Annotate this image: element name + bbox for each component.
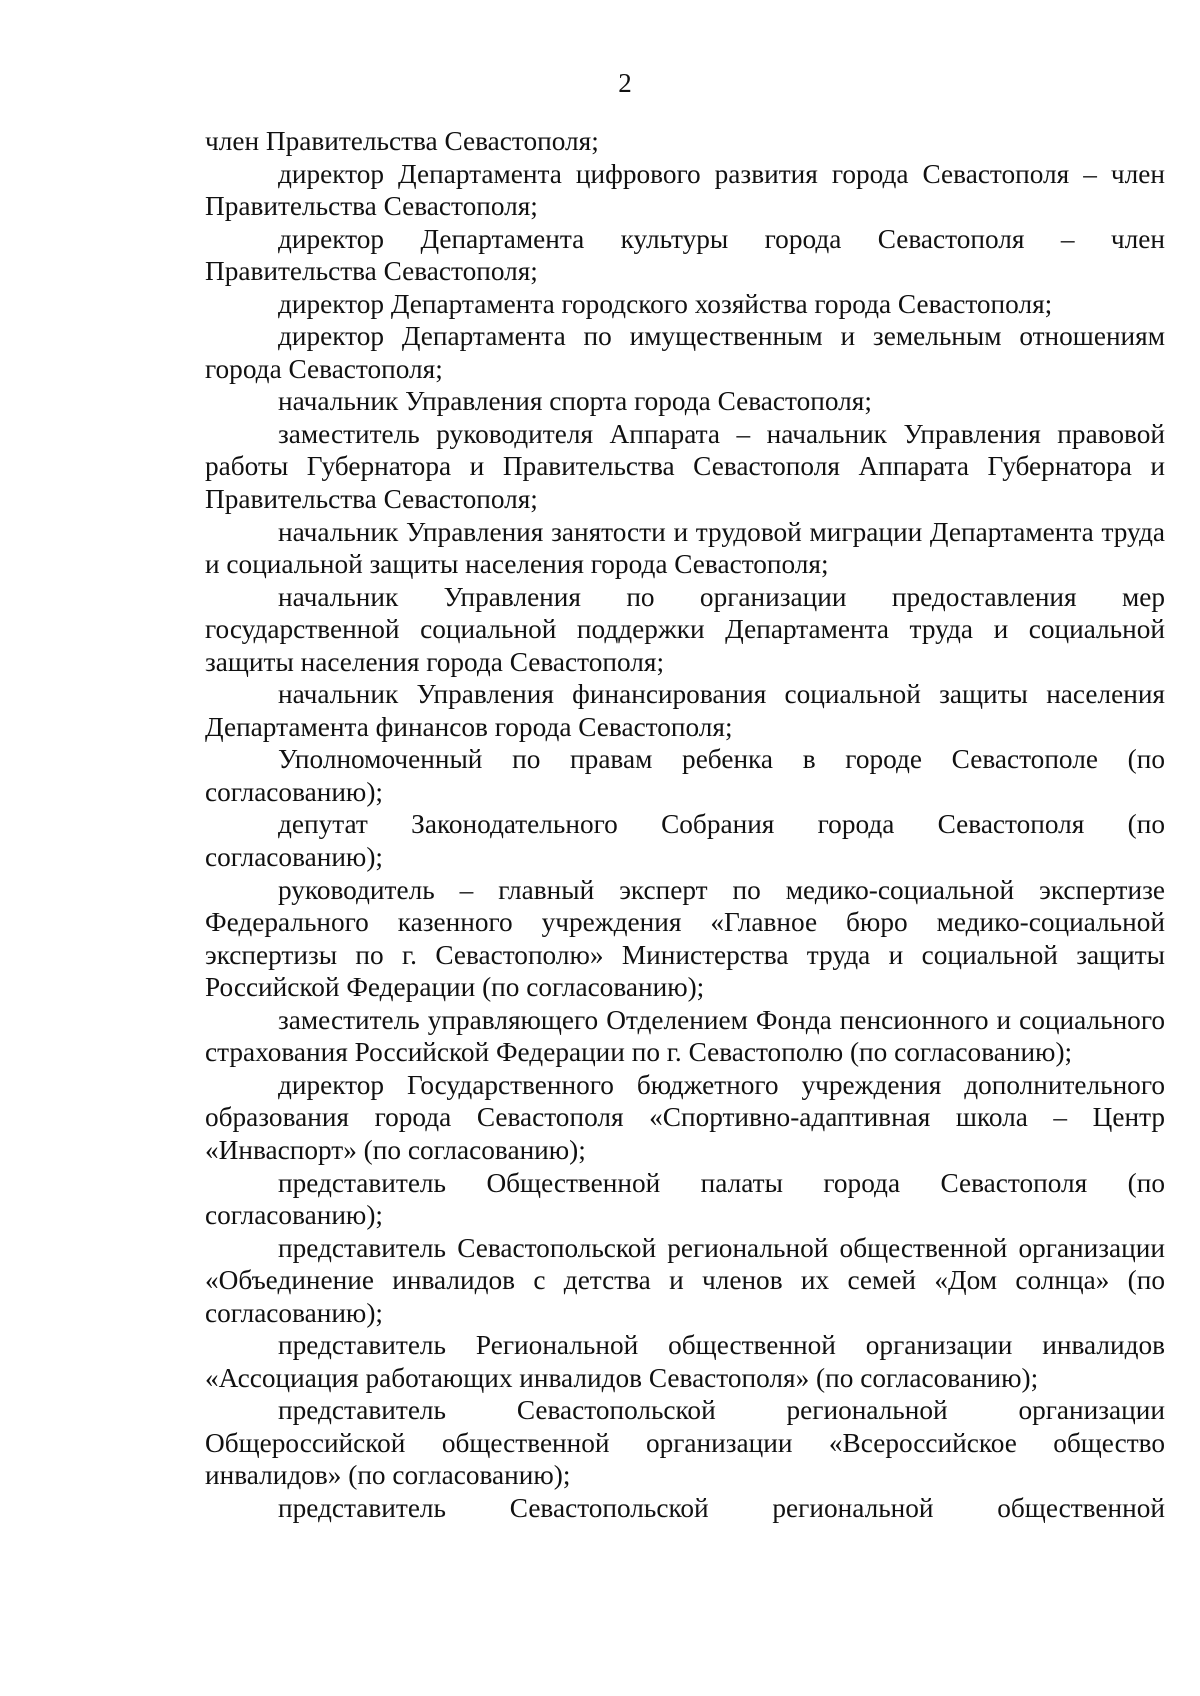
list-item: начальник Управления занятости и трудовой миграции Департамента труда и социальной защиты населения города Севастополя; (205, 516, 1165, 580)
list-item: представитель Севастопольской региональной общественной (278, 1492, 1165, 1523)
list-item: депутат Законодательного Собрания города Севастополя (по согласованию); (205, 809, 1165, 873)
list-item: Уполномоченный по правам ребенка в городе Севастополе (по согласованию); (205, 744, 1165, 807)
list-item: член Правительства Севастополя; (205, 126, 599, 156)
document-body (205, 125, 1165, 1525)
list-item: заместитель управляющего Отделением Фонда пенсионного и социального страхования Российской Федерации по г. Севастополю (по согласованию); (205, 1004, 1165, 1068)
list-item: заместитель руководителя Аппарата – начальник Управления правовой работы Губернатора и Правительства Севастополя Аппарата Губернатора и Правительства Севастополя; (205, 418, 1165, 515)
list-item: директор Департамента цифрового развития города Севастополя – член Правительства Севастополя; (205, 158, 1165, 222)
list-item: представитель Севастопольской региональной организации Общероссийской общественной организации «Всероссийское общество инвалидов» (по согласованию); (205, 1395, 1165, 1491)
list-item: руководитель – главный эксперт по медико-социальной экспертизе Федерального казенного учреждения «Главное бюро медико-социальной экспертизы по г. Севастополю» Министерства труда и социальной защиты Российской Федерации (по согласованию); (205, 874, 1165, 1003)
list-item: представитель Общественной палаты города Севастополя (по согласованию); (205, 1167, 1165, 1231)
list-item: представитель Региональной общественной организации инвалидов «Ассоциация работающих инвалидов Севастополя» (по согласованию); (205, 1330, 1165, 1393)
list-item: начальник Управления по организации предоставления мер государственной социальной поддержки Департамента труда и социальной защиты населения города Севастополя; (205, 581, 1165, 677)
list-item: директор Департамента городского хозяйства города Севастополя; (278, 288, 1053, 319)
page-number: 2 (618, 68, 632, 98)
list-item: начальник Управления финансирования социальной защиты населения Департамента финансов города Севастополя; (205, 679, 1165, 742)
list-item: начальник Управления спорта города Севастополя; (278, 386, 872, 417)
list-item: директор Департамента по имущественным и земельным отношениям города Севастополя; (205, 321, 1165, 384)
list-item: директор Государственного бюджетного учреждения дополнительного образования города Севастополя «Спортивно-адаптивная школа – Центр «Инваспорт» (по согласованию); (205, 1069, 1165, 1165)
list-item: директор Департамента культуры города Севастополя – член Правительства Севастополя; (205, 223, 1165, 287)
list-item: представитель Севастопольской региональной общественной организации «Объединение инвалидов с детства и членов их семей «Дом солнца» (по согласованию); (205, 1232, 1165, 1328)
